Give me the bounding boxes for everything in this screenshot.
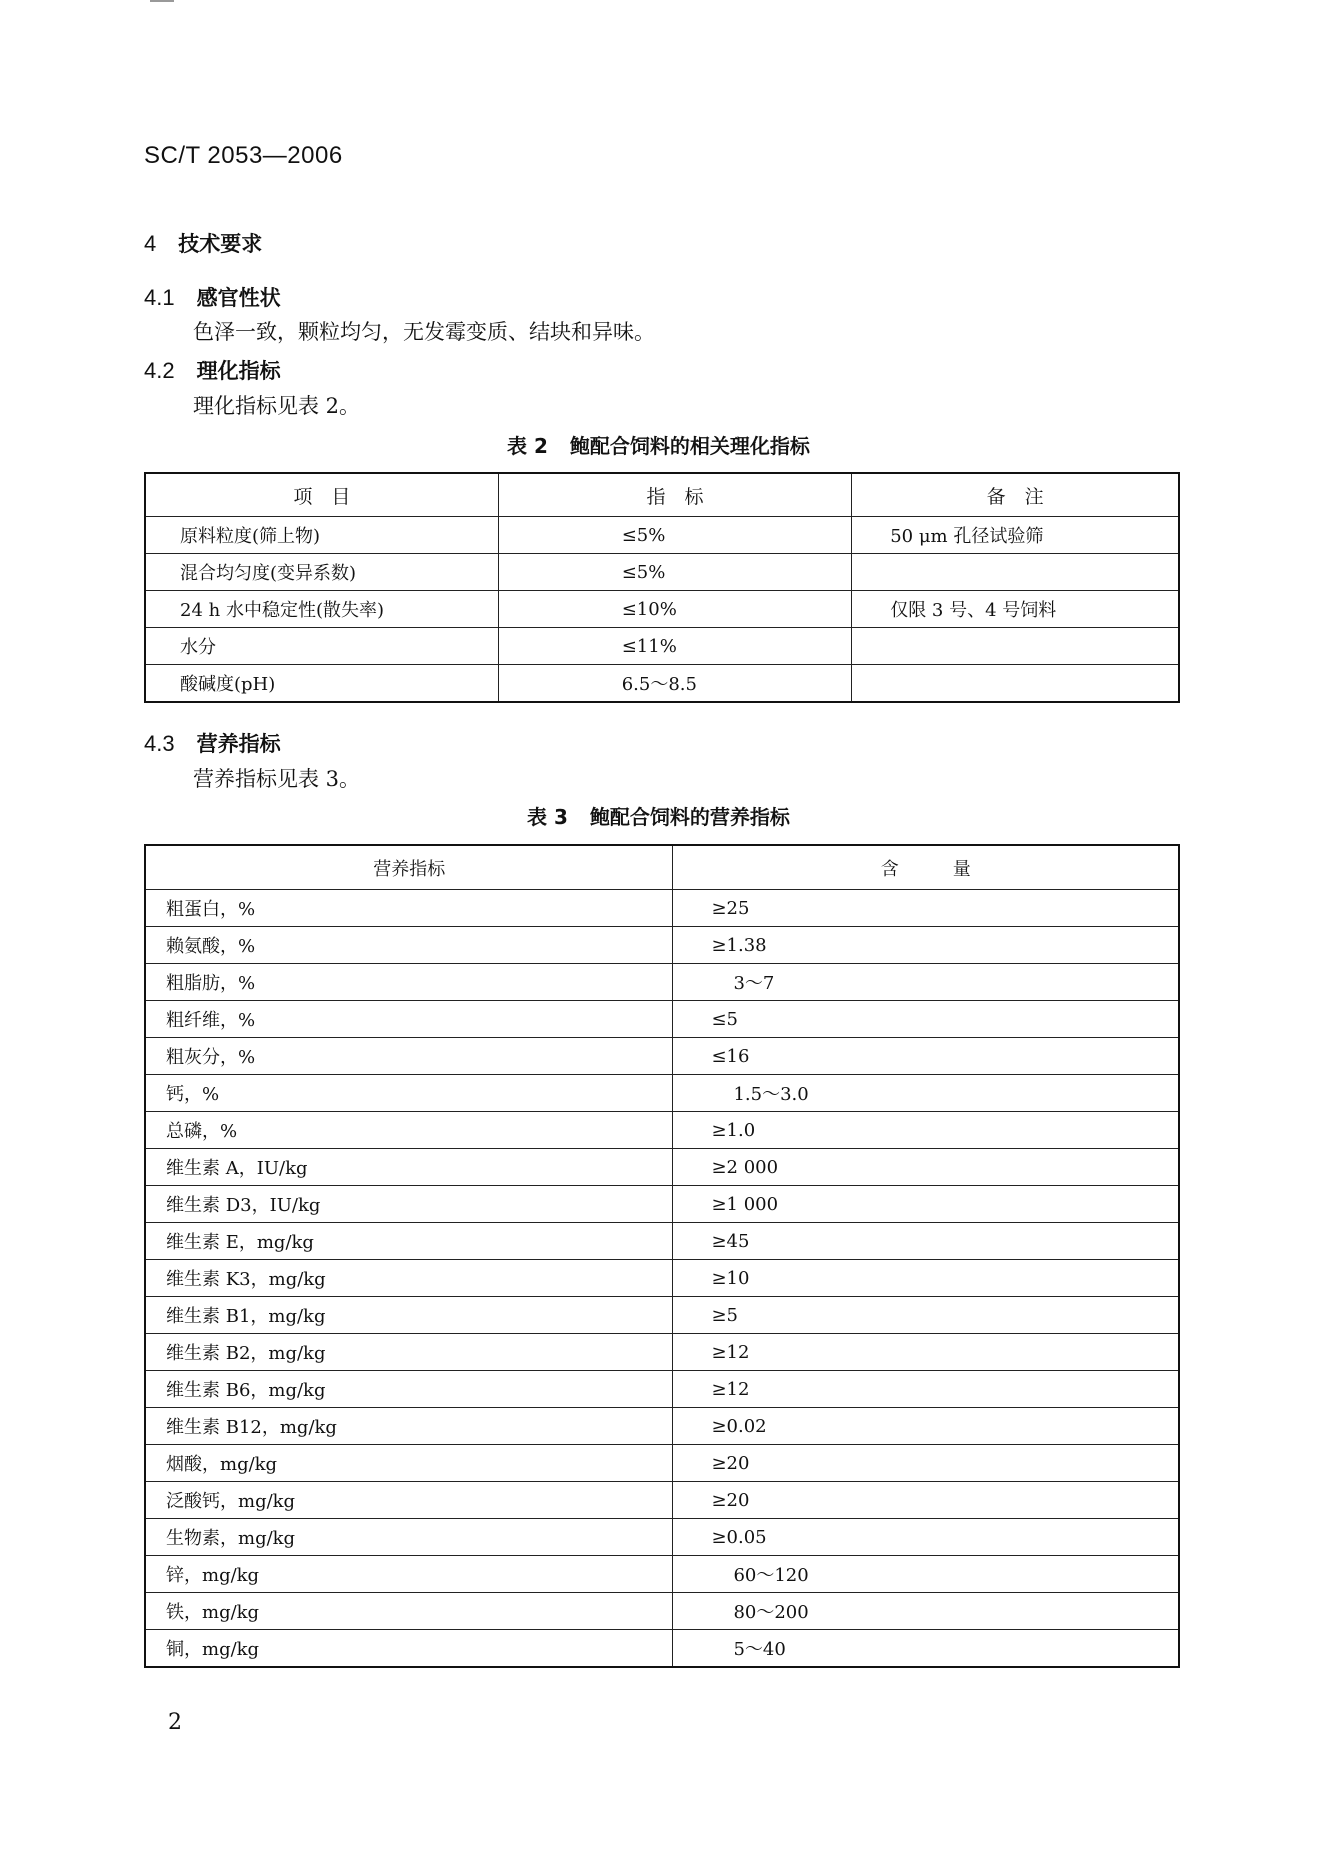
table-row <box>145 1075 1179 1112</box>
note-cell: 50 μm 孔径试验筛 <box>852 517 1179 554</box>
page-number: 2 <box>168 1710 182 1735</box>
header-cell: 营养指标 <box>145 845 673 890</box>
content-cell: ≤16 <box>673 1038 1179 1075</box>
table-3-caption <box>0 801 1317 830</box>
section-title: 技术要求 <box>178 232 263 256</box>
section-4-3-heading <box>144 728 281 758</box>
content-cell: ≥1.0 <box>673 1112 1179 1149</box>
note-cell <box>852 554 1179 591</box>
content-cell: 5～40 <box>673 1630 1179 1668</box>
nutrient-cell: 锌，mg/kg <box>145 1556 673 1593</box>
nutrient-cell: 粗灰分，% <box>145 1038 673 1075</box>
note-cell <box>852 665 1179 703</box>
table-row <box>145 1371 1179 1408</box>
content-cell: 1.5～3.0 <box>673 1075 1179 1112</box>
table-row <box>145 1445 1179 1482</box>
nutrient-cell: 维生素 B2，mg/kg <box>145 1334 673 1371</box>
content-cell: 80～200 <box>673 1593 1179 1630</box>
table-row <box>145 1482 1179 1519</box>
section-4-1-text: 色泽一致，颗粒均匀，无发霉变质、结块和异味。 <box>193 320 655 344</box>
content-cell: ≥1 000 <box>673 1186 1179 1223</box>
table-header-row <box>145 473 1179 517</box>
nutrient-cell: 维生素 E，mg/kg <box>145 1223 673 1260</box>
content-cell: ≥10 <box>673 1260 1179 1297</box>
section-number: 4 <box>144 231 157 256</box>
nutrient-cell: 维生素 K3，mg/kg <box>145 1260 673 1297</box>
content-cell: 3～7 <box>673 964 1179 1001</box>
content-cell: ≥25 <box>673 890 1179 927</box>
note-cell <box>852 628 1179 665</box>
content-cell: ≥12 <box>673 1334 1179 1371</box>
table-row <box>145 1519 1179 1556</box>
table-row <box>145 927 1179 964</box>
header-cell: 备 注 <box>852 473 1179 517</box>
nutrient-cell: 总磷，% <box>145 1112 673 1149</box>
content-cell: ≥1.38 <box>673 927 1179 964</box>
nutrient-cell: 钙，% <box>145 1075 673 1112</box>
content-cell: ≥20 <box>673 1445 1179 1482</box>
content-cell: ≥5 <box>673 1297 1179 1334</box>
section-title: 营养指标 <box>196 732 281 756</box>
section-number: 4.2 <box>144 358 175 383</box>
item-cell: 酸碱度(pH) <box>145 665 498 703</box>
section-4-1-heading <box>144 282 281 312</box>
section-4-3-text: 营养指标见表 3。 <box>193 767 361 791</box>
table-number: 表 3 <box>527 805 568 829</box>
nutrient-cell: 铁，mg/kg <box>145 1593 673 1630</box>
table-row <box>145 1001 1179 1038</box>
section-title: 感官性状 <box>196 286 281 310</box>
nutrient-cell: 维生素 D3，IU/kg <box>145 1186 673 1223</box>
nutrient-cell: 烟酸，mg/kg <box>145 1445 673 1482</box>
table-row <box>145 591 1179 628</box>
content-cell: ≥0.02 <box>673 1408 1179 1445</box>
table-row <box>145 1038 1179 1075</box>
section-number: 4.3 <box>144 731 175 756</box>
note-cell: 仅限 3 号、4 号饲料 <box>852 591 1179 628</box>
table-row <box>145 1223 1179 1260</box>
nutrient-cell: 铜，mg/kg <box>145 1630 673 1668</box>
table-caption-text: 鲍配合饲料的相关理化指标 <box>569 434 810 458</box>
item-cell: 24 h 水中稳定性(散失率) <box>145 591 498 628</box>
document-number: SC/T 2053—2006 <box>144 142 343 169</box>
item-cell: 原料粒度(筛上物) <box>145 517 498 554</box>
table-header-row <box>145 845 1179 890</box>
table-row <box>145 665 1179 703</box>
table-row <box>145 554 1179 591</box>
table-row <box>145 1408 1179 1445</box>
content-cell: ≥45 <box>673 1223 1179 1260</box>
header-cell: 含 量 <box>673 845 1179 890</box>
nutrient-cell: 粗脂肪，% <box>145 964 673 1001</box>
value-cell: ≤5% <box>498 517 852 554</box>
nutrient-cell: 泛酸钙，mg/kg <box>145 1482 673 1519</box>
content-cell: ≥12 <box>673 1371 1179 1408</box>
table-row <box>145 1186 1179 1223</box>
nutrient-cell: 维生素 B6，mg/kg <box>145 1371 673 1408</box>
section-number: 4.1 <box>144 285 175 310</box>
table-row <box>145 1260 1179 1297</box>
nutrient-cell: 粗蛋白，% <box>145 890 673 927</box>
section-4-heading <box>144 228 262 258</box>
content-cell: ≥0.05 <box>673 1519 1179 1556</box>
table-row <box>145 1112 1179 1149</box>
header-cell: 项 目 <box>145 473 498 517</box>
content-cell: ≥2 000 <box>673 1149 1179 1186</box>
value-cell: 6.5～8.5 <box>498 665 852 703</box>
nutrient-cell: 赖氨酸，% <box>145 927 673 964</box>
value-cell: ≤10% <box>498 591 852 628</box>
table-caption-text: 鲍配合饲料的营养指标 <box>589 805 790 829</box>
table-row <box>145 890 1179 927</box>
table-row <box>145 1556 1179 1593</box>
table-row <box>145 517 1179 554</box>
table-2-caption <box>0 430 1317 459</box>
item-cell: 水分 <box>145 628 498 665</box>
content-cell: ≥20 <box>673 1482 1179 1519</box>
table-row <box>145 1297 1179 1334</box>
section-4-2-text: 理化指标见表 2。 <box>193 394 361 418</box>
content-cell: 60～120 <box>673 1556 1179 1593</box>
item-cell: 混合均匀度(变异系数) <box>145 554 498 591</box>
value-cell: ≤5% <box>498 554 852 591</box>
header-cell: 指 标 <box>498 473 852 517</box>
nutrient-cell: 生物素，mg/kg <box>145 1519 673 1556</box>
nutrient-cell: 粗纤维，% <box>145 1001 673 1038</box>
scan-mark <box>150 0 174 2</box>
table-row <box>145 1334 1179 1371</box>
table-row <box>145 964 1179 1001</box>
table-row <box>145 1149 1179 1186</box>
nutrient-cell: 维生素 B1，mg/kg <box>145 1297 673 1334</box>
content-cell: ≤5 <box>673 1001 1179 1038</box>
nutrient-cell: 维生素 A，IU/kg <box>145 1149 673 1186</box>
table-3 <box>144 844 1180 1668</box>
table-row <box>145 628 1179 665</box>
nutrient-cell: 维生素 B12，mg/kg <box>145 1408 673 1445</box>
value-cell: ≤11% <box>498 628 852 665</box>
section-title: 理化指标 <box>196 359 281 383</box>
table-row <box>145 1593 1179 1630</box>
table-row <box>145 1630 1179 1668</box>
table-2 <box>144 472 1180 703</box>
table-number: 表 2 <box>507 434 548 458</box>
section-4-2-heading <box>144 355 281 385</box>
